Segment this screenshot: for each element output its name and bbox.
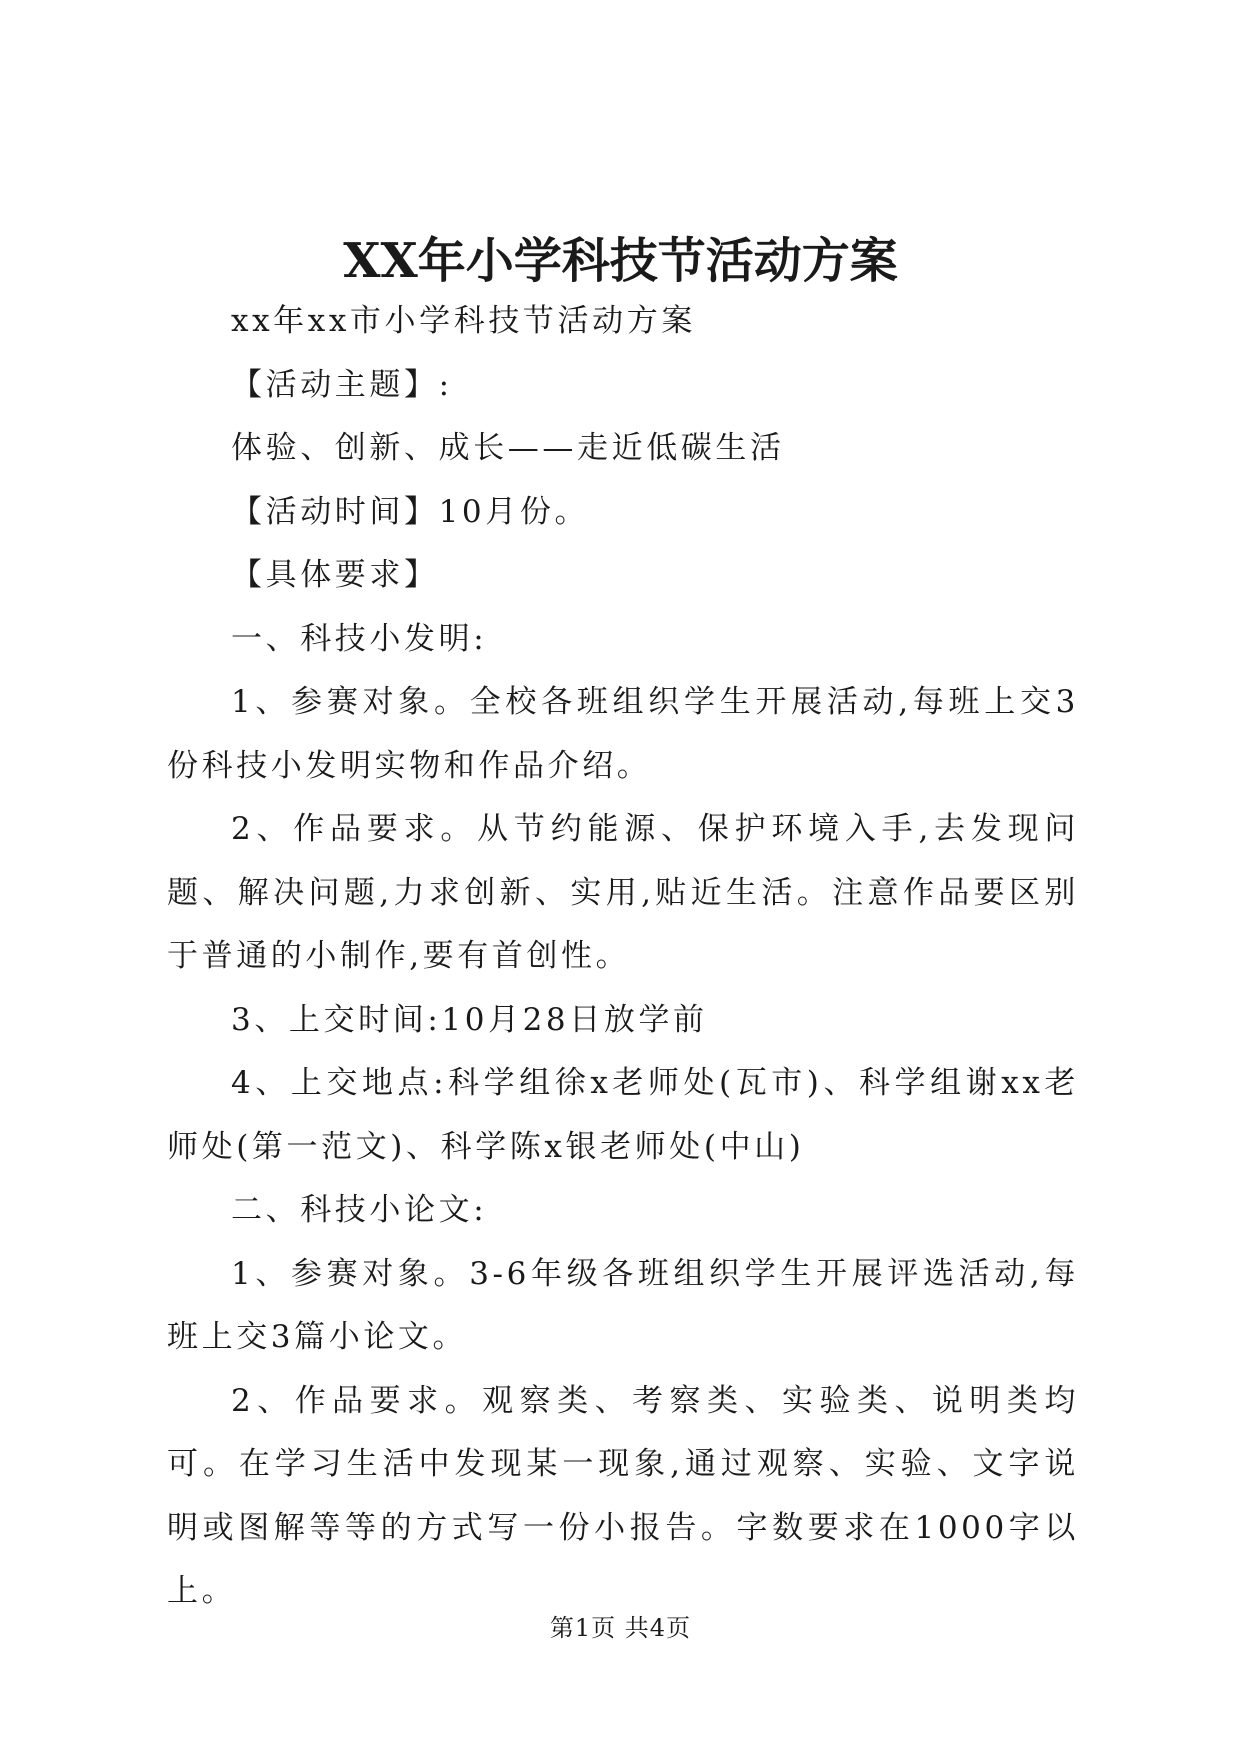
paragraph: 【具体要求】: [231, 557, 439, 593]
paragraph: 3、上交时间:10月28日放学前: [231, 1001, 708, 1038]
paragraph: 体验、创新、成长——走近低碳生活: [231, 430, 785, 466]
document-body: [167, 290, 1079, 1624]
document-title: XX年小学科技节活动方案: [343, 233, 898, 289]
paragraph: 一、科技小发明:: [231, 620, 488, 657]
paragraph: 【活动主题】:: [231, 366, 453, 403]
paragraph: xx年xx市小学科技节活动方案: [231, 303, 696, 339]
paragraph: 【活动时间】10月份。: [231, 493, 590, 530]
paragraph: 二、科技小论文:: [231, 1192, 488, 1228]
paragraph: 1、参赛对象。3-6年级各班组织学生开展评选活动,每班上交3篇小论文。: [167, 1255, 1079, 1355]
paragraph: 2、作品要求。观察类、考察类、实验类、说明类均可。在学习生活中发现某一现象,通过观察、实验、文字说明或图解等等的方式写一份小报告。字数要求在1000字以上。: [167, 1382, 1079, 1609]
paragraph: 1、参赛对象。全校各班组织学生开展活动,每班上交3份科技小发明实物和作品介绍。: [167, 684, 1079, 784]
paragraph: 2、作品要求。从节约能源、保护环境入手,去发现问题、解决问题,力求创新、实用,贴近生活。注意作品要区别于普通的小制作,要有首创性。: [167, 811, 1079, 974]
page-number-footer: 第1页 共4页: [549, 1614, 692, 1642]
paragraph: 4、上交地点:科学组徐x老师处(瓦市)、科学组谢xx老师处(第一范文)、科学陈x银老师处(中山): [167, 1065, 1079, 1165]
